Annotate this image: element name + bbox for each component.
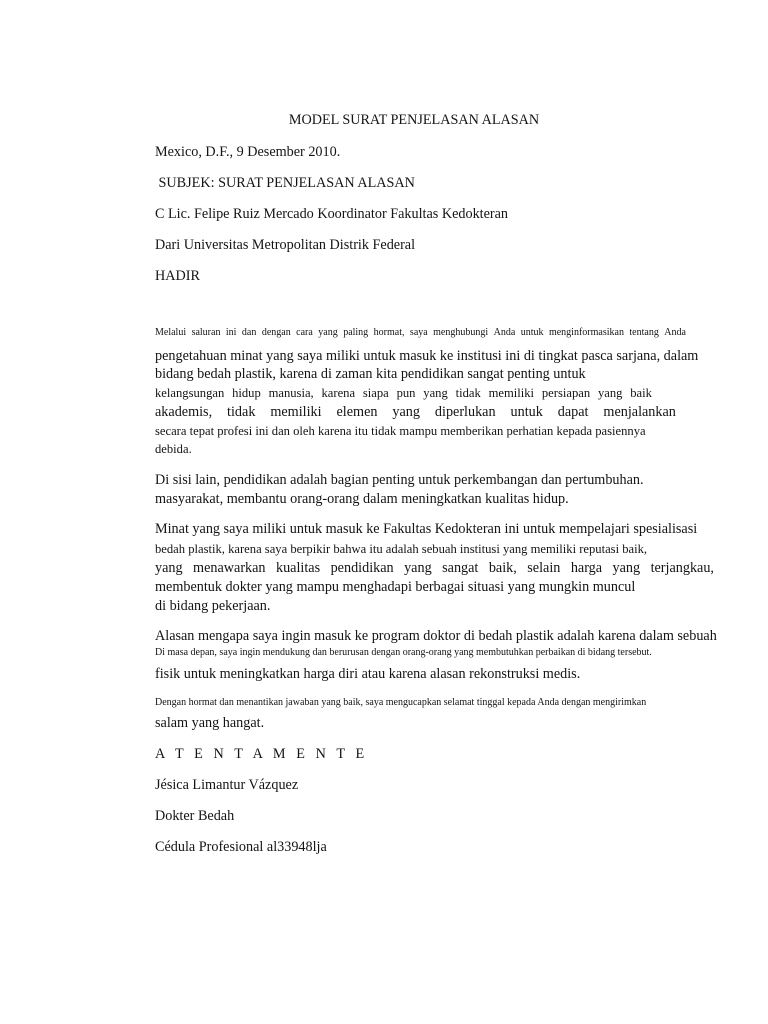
paragraph-5-line-1: Dengan hormat dan menantikan jawaban yang baik, saya mengucapkan selamat tinggal kepada Anda dengan mengirimkan (155, 697, 647, 708)
paragraph-1-line-4: kelangsungan hidup manusia, karena siapa pun yang tidak memiliki persiapan yang baik (155, 386, 652, 400)
paragraph-1-line-3: bidang bedah plastik, karena di zaman kita pendidikan sangat penting untuk (155, 366, 586, 382)
paragraph-1-line-2: pengetahuan minat yang saya miliki untuk masuk ke institusi ini di tingkat pasca sarjana, dalam (155, 348, 699, 364)
paragraph-4-line-1: Alasan mengapa saya ingin masuk ke program doktor di bedah plastik adalah karena dalam sebuah (155, 628, 717, 644)
present-line: HADIR (155, 268, 200, 284)
place-date: Mexico, D.F., 9 Desember 2010. (155, 144, 341, 160)
paragraph-2-line-2: masyarakat, membantu orang-orang dalam meningkatkan kualitas hidup. (155, 491, 569, 507)
paragraph-1-line-1: Melalui saluran ini dan dengan cara yang paling hormat, saya menghubungi Anda untuk menginformasikan tentang Anda (155, 327, 686, 338)
letter-title: MODEL SURAT PENJELASAN ALASAN (288, 112, 540, 128)
signer-title: Dokter Bedah (155, 808, 235, 824)
paragraph-4-line-2: Di masa depan, saya ingin mendukung dan berurusan dengan orang-orang yang membutuhkan perbaikan di bidang tersebut. (155, 647, 652, 658)
paragraph-5-line-2: salam yang hangat. (155, 715, 265, 731)
paragraph-3-line-1: Minat yang saya miliki untuk masuk ke Fakultas Kedokteran ini untuk mempelajari spesialisasi (155, 521, 698, 537)
professional-license: Cédula Profesional al33948lja (155, 839, 327, 855)
institution-line: Dari Universitas Metropolitan Distrik Federal (155, 237, 416, 253)
paragraph-2-line-1: Di sisi lain, pendidikan adalah bagian penting untuk perkembangan dan pertumbuhan. (155, 472, 644, 488)
paragraph-3-line-2: bedah plastik, karena saya berpikir bahwa itu adalah sebuah institusi yang memiliki reputasi baik, (155, 542, 648, 556)
paragraph-3-line-4: membentuk dokter yang mampu menghadapi berbagai situasi yang mungkin muncul (155, 579, 636, 595)
paragraph-1-line-5: akademis, tidak memiliki elemen yang diperlukan untuk dapat menjalankan (155, 404, 676, 420)
paragraph-1-line-7: debida. (155, 442, 192, 456)
paragraph-3-line-3: yang menawarkan kualitas pendidikan yang sangat baik, selain harga yang terjangkau, (155, 560, 714, 576)
paragraph-1-line-6: secara tepat profesi ini dan oleh karena itu tidak mampu memberikan perhatian kepada pasiennya (155, 424, 646, 438)
recipient-line: C Lic. Felipe Ruiz Mercado Koordinator Fakultas Kedokteran (155, 206, 509, 222)
closing-salutation: A T E N T A M E N T E (155, 746, 368, 762)
paragraph-3-line-5: di bidang pekerjaan. (155, 598, 271, 614)
subject-line: SUBJEK: SURAT PENJELASAN ALASAN (155, 175, 415, 191)
signer-name: Jésica Limantur Vázquez (155, 777, 299, 793)
paragraph-4-line-3: fisik untuk meningkatkan harga diri atau karena alasan rekonstruksi medis. (155, 666, 581, 682)
